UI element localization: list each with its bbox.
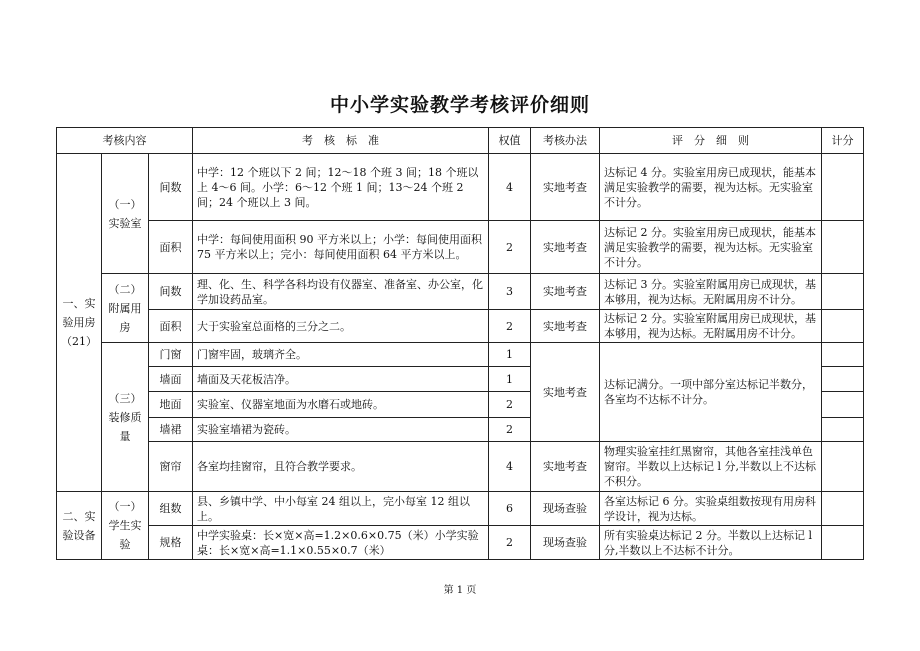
details-text: 达标记满分。一项中部分室达标记半数分，各室均不达标不计分。 (600, 343, 822, 442)
weight-value: 2 (489, 310, 531, 343)
section1-label: 一、实验用房（21） (57, 154, 102, 492)
score-cell[interactable] (822, 442, 864, 492)
header-details: 评 分 细 则 (600, 128, 822, 154)
table-row (57, 526, 864, 560)
table-row (57, 274, 864, 310)
page-number: 第 1 页 (443, 585, 477, 596)
score-cell[interactable] (822, 492, 864, 526)
item-label: 墙裙 (149, 418, 193, 442)
standard-text: 墙面及天花板洁净。 (193, 367, 489, 392)
method-text: 实地考查 (531, 343, 600, 442)
weight-value: 2 (489, 526, 531, 560)
details-text: 达标记 2 分。实验室附属用房已成现状，基本够用，视为达标。无附属用房不计分。 (600, 310, 822, 343)
item-label: 间数 (149, 154, 193, 221)
weight-value: 3 (489, 274, 531, 310)
method-text: 实地考查 (531, 442, 600, 492)
method-text: 现场查验 (531, 492, 600, 526)
sub-label: （一）学生实验 (102, 492, 149, 560)
table-row (57, 154, 864, 221)
method-text: 实地考查 (531, 310, 600, 343)
score-cell[interactable] (822, 343, 864, 367)
page-title: 中小学实验教学考核评价细则 (329, 94, 590, 116)
weight-value: 1 (489, 367, 531, 392)
score-cell[interactable] (822, 526, 864, 560)
weight-value: 2 (489, 392, 531, 418)
sub2-label: （二）附属用房 (102, 274, 149, 343)
standard-text: 中学：12 个班以下 2 间；12～18 个班 3 间；18 个班以上 4～6 间。小学：6～12 个班 1 间；13～24 个班 2 间；24 个班以上 3 间。 (193, 154, 489, 221)
score-cell[interactable] (822, 392, 864, 418)
score-cell[interactable] (822, 418, 864, 442)
details-text: 各室达标记 6 分。实验桌组数按现有用房科学设计，视为达标。 (600, 492, 822, 526)
details-text: 达标记 2 分。实验室用房已成现状，能基本满足实验教学的需要，视为达标。无实验室不计分。 (600, 221, 822, 274)
header-standard: 考 核 标 准 (193, 128, 489, 154)
score-cell[interactable] (822, 154, 864, 221)
sub1-label: （一）实验室 (102, 154, 149, 274)
item-label: 间数 (149, 274, 193, 310)
standard-text: 实验室、仪器室地面为水磨石或地砖。 (193, 392, 489, 418)
weight-value: 2 (489, 221, 531, 274)
item-label: 面积 (149, 310, 193, 343)
weight-value: 1 (489, 343, 531, 367)
standard-text: 中学：每间使用面积 90 平方米以上；小学：每间使用面积 75 平方米以上；完小：每间使用面积 64 平方米以上。 (193, 221, 489, 274)
item-label: 墙面 (149, 367, 193, 392)
header-content: 考核内容 (57, 128, 193, 154)
table-row (57, 343, 864, 367)
section2-label: 二、实验设备 (57, 492, 102, 560)
standard-text: 大于实验室总面格的三分之二。 (193, 310, 489, 343)
score-cell[interactable] (822, 367, 864, 392)
standard-text: 各室均挂窗帘，且符合教学要求。 (193, 442, 489, 492)
standard-text: 县、乡镇中学、中小每室 24 组以上，完小每室 12 组以上。 (193, 492, 489, 526)
item-label: 规格 (149, 526, 193, 560)
method-text: 实地考查 (531, 221, 600, 274)
details-text: 达标记 4 分。实验室用房已成现状，能基本满足实验教学的需要，视为达标。无实验室不计分。 (600, 154, 822, 221)
score-cell[interactable] (822, 310, 864, 343)
method-text: 现场查验 (531, 526, 600, 560)
item-label: 面积 (149, 221, 193, 274)
method-text: 实地考查 (531, 274, 600, 310)
details-text: 物理实验室挂红黑窗帘，其他各室挂浅单色窗帘。半数以上达标记 l 分,半数以上不达标不积分。 (600, 442, 822, 492)
standard-text: 中学实验桌：长×宽×高=1.2×0.6×0.75（米）小学实验桌：长×宽×高=1.1×0.55×0.7（米） (193, 526, 489, 560)
evaluation-table (56, 127, 864, 560)
item-label: 地面 (149, 392, 193, 418)
table-row (57, 492, 864, 526)
standard-text: 门窗牢固，玻璃齐全。 (193, 343, 489, 367)
table-row (57, 310, 864, 343)
weight-value: 4 (489, 442, 531, 492)
weight-value: 2 (489, 418, 531, 442)
method-text: 实地考查 (531, 154, 600, 221)
header-score: 计分 (822, 128, 864, 154)
header-method: 考核办法 (531, 128, 600, 154)
table-header-row (57, 128, 864, 154)
details-text: 所有实验桌达标记 2 分。半数以上达标记 l 分,半数以上不达标不计分。 (600, 526, 822, 560)
table-row (57, 221, 864, 274)
sub3-label: （三）装修质量 (102, 343, 149, 492)
item-label: 门窗 (149, 343, 193, 367)
table-row (57, 442, 864, 492)
header-weight: 权值 (489, 128, 531, 154)
details-text: 达标记 3 分。实验室附属用房已成现状，基本够用，视为达标。无附属用房不计分。 (600, 274, 822, 310)
score-cell[interactable] (822, 274, 864, 310)
standard-text: 实验室墙裙为瓷砖。 (193, 418, 489, 442)
weight-value: 6 (489, 492, 531, 526)
item-label: 组数 (149, 492, 193, 526)
item-label: 窗帘 (149, 442, 193, 492)
standard-text: 理、化、生、科学各科均设有仪器室、准备室、办公室，化学加设药品室。 (193, 274, 489, 310)
score-cell[interactable] (822, 221, 864, 274)
weight-value: 4 (489, 154, 531, 221)
